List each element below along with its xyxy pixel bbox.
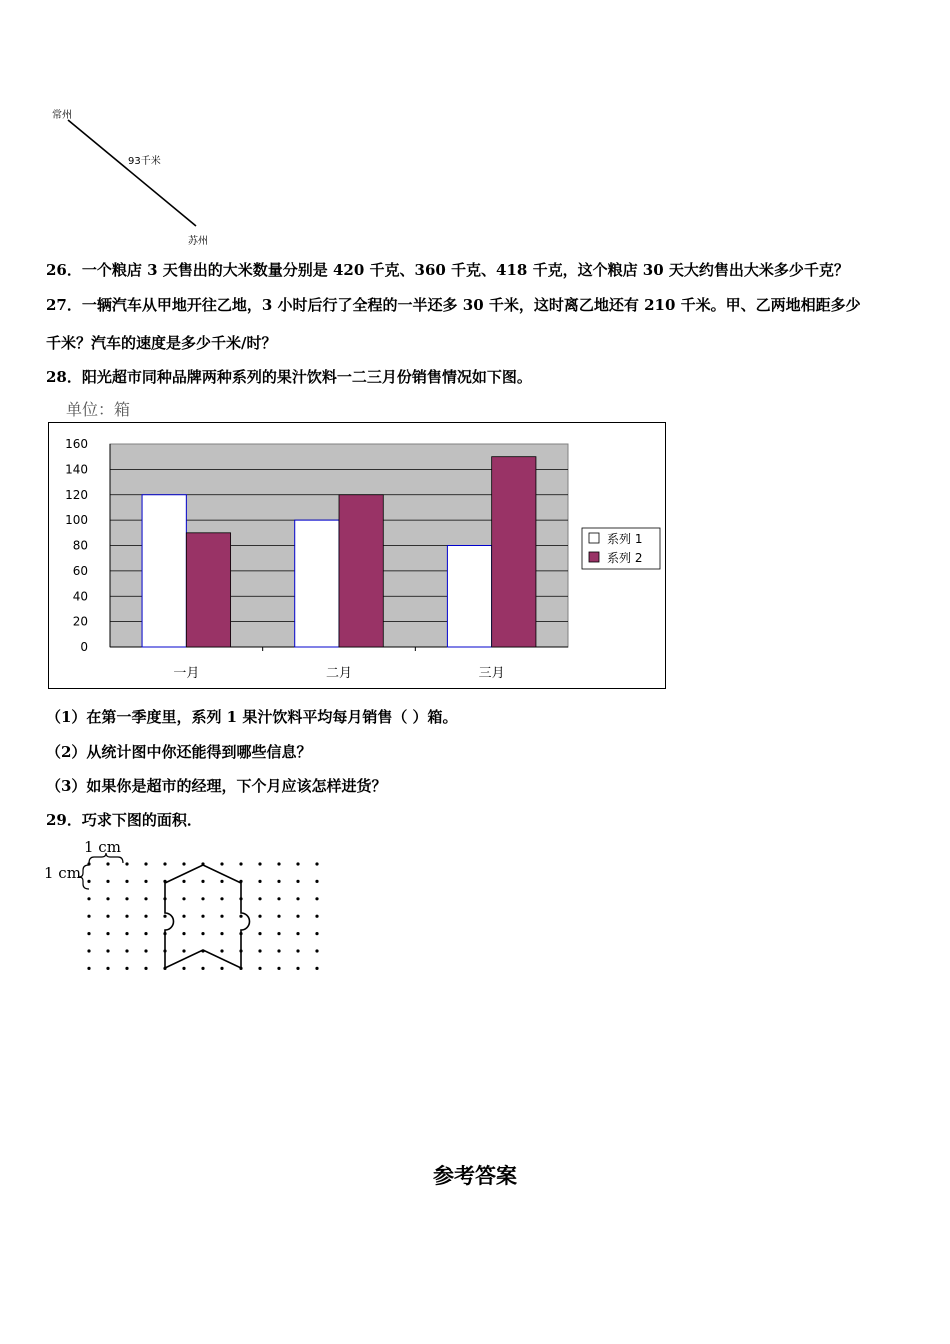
grid-dot <box>277 897 280 900</box>
grid-dot <box>258 967 261 970</box>
grid-dot <box>106 932 109 935</box>
grid-dot <box>239 915 242 918</box>
bar-1 <box>142 495 186 647</box>
grid-dot <box>220 967 223 970</box>
bar-2 <box>186 533 230 647</box>
brace-top <box>89 853 123 863</box>
grid-dot <box>106 862 109 865</box>
grid-dot <box>258 915 261 918</box>
grid-dot <box>144 932 147 935</box>
legend-swatch <box>589 533 599 543</box>
question-28-sub3: （3）如果你是超市的经理，下个月应该怎样进货？ <box>46 777 387 795</box>
grid-dot <box>220 949 223 952</box>
grid-dot <box>106 880 109 883</box>
grid-dot <box>201 915 204 918</box>
distance-label: 93千米 <box>128 156 161 167</box>
grid-dot <box>125 880 128 883</box>
x-tick-label: 二月 <box>325 666 353 681</box>
x-tick-label: 三月 <box>478 666 505 681</box>
grid-dot <box>239 862 242 865</box>
grid-dot <box>144 880 147 883</box>
answer-heading: 参考答案 <box>433 1163 517 1188</box>
grid-dot <box>163 862 166 865</box>
question-28-sub1: （1）在第一季度里，系列 1 果汁饮料平均每月销售（ ）箱。 <box>46 708 458 726</box>
grid-dot <box>182 862 185 865</box>
grid-dot <box>277 967 280 970</box>
legend-label: 系列 2 <box>607 551 643 565</box>
city-label-suzhou: 苏州 <box>188 236 208 247</box>
y-tick-label: 140 <box>65 462 88 477</box>
grid-dot <box>258 862 261 865</box>
grid-dot <box>277 862 280 865</box>
y-tick-label: 20 <box>72 614 88 629</box>
grid-dot <box>125 949 128 952</box>
grid-dot <box>258 932 261 935</box>
grid-dot <box>315 880 318 883</box>
bar-1 <box>447 546 491 648</box>
grid-dot <box>277 949 280 952</box>
dot-grid-figure <box>78 852 328 977</box>
grid-dot <box>296 862 299 865</box>
grid-dot <box>106 915 109 918</box>
grid-dot <box>201 897 204 900</box>
grid-dot <box>125 897 128 900</box>
grid-dot <box>296 932 299 935</box>
grid-dot <box>296 967 299 970</box>
grid-dot <box>106 967 109 970</box>
grid-dot <box>258 897 261 900</box>
grid-dot <box>125 862 128 865</box>
question-27-line1: 27．一辆汽车从甲地开往乙地，3 小时后行了全程的一半还多 30 千米，这时离乙地还有 210 千米。甲、乙两地相距多少 <box>46 296 861 314</box>
grid-dot <box>144 949 147 952</box>
grid-dot <box>258 949 261 952</box>
grid-dot <box>220 932 223 935</box>
grid-dot <box>182 897 185 900</box>
grid-dot <box>182 967 185 970</box>
grid-dot <box>277 932 280 935</box>
grid-dot <box>315 949 318 952</box>
grid-dot <box>220 862 223 865</box>
bar-1 <box>295 520 339 647</box>
grid-dot <box>87 949 90 952</box>
grid-dot <box>258 880 261 883</box>
grid-dot <box>277 915 280 918</box>
grid-dot <box>87 967 90 970</box>
grid-dot <box>277 880 280 883</box>
bar-chart <box>48 422 667 690</box>
grid-dot <box>296 880 299 883</box>
grid-dot <box>201 932 204 935</box>
grid-dot <box>201 967 204 970</box>
bar-2 <box>492 457 536 647</box>
grid-dot <box>182 949 185 952</box>
y-tick-label: 0 <box>80 640 88 654</box>
question-28: 28．阳光超市同种品牌两种系列的果汁饮料一二三月份销售情况如下图。 <box>46 368 532 386</box>
y-tick-label: 60 <box>72 563 88 578</box>
grid-dot <box>106 897 109 900</box>
brace-left <box>79 865 89 889</box>
grid-dot <box>182 880 185 883</box>
grid-dot <box>315 915 318 918</box>
question-28-sub2: （2）从统计图中你还能得到哪些信息？ <box>46 743 312 761</box>
grid-dot <box>296 915 299 918</box>
question-29: 29．巧求下图的面积． <box>46 811 202 829</box>
y-tick-label: 120 <box>65 487 88 502</box>
grid-dot <box>315 932 318 935</box>
grid-dot <box>296 949 299 952</box>
y-tick-label: 100 <box>65 513 88 528</box>
grid-dot <box>125 967 128 970</box>
bar-2 <box>339 495 383 647</box>
grid-dot <box>296 897 299 900</box>
question-27-line2: 千米？汽车的速度是多少千米/时？ <box>46 334 277 352</box>
grid-dot <box>87 880 90 883</box>
question-26: 26．一个粮店 3 天售出的大米数量分别是 420 千克、360 千克、418 千克，这个粮店 30 天大约售出大米多少千克？ <box>46 261 849 279</box>
puzzle-shape <box>165 865 250 968</box>
scale-label-top: 1 cm <box>84 838 121 856</box>
x-tick-label: 一月 <box>173 666 200 681</box>
grid-dot <box>220 915 223 918</box>
grid-dot <box>315 897 318 900</box>
grid-dot <box>182 932 185 935</box>
legend-label: 系列 1 <box>607 532 643 546</box>
grid-dot <box>182 915 185 918</box>
grid-dot <box>220 897 223 900</box>
grid-dot <box>87 915 90 918</box>
grid-dot <box>315 862 318 865</box>
grid-dot <box>144 862 147 865</box>
city-label-changzhou: 常州 <box>52 110 72 121</box>
grid-dot <box>125 915 128 918</box>
grid-dot <box>315 967 318 970</box>
grid-dot <box>201 880 204 883</box>
chart-unit-label: 单位：箱 <box>66 400 131 419</box>
legend-swatch <box>589 552 599 562</box>
y-tick-label: 80 <box>72 538 88 553</box>
grid-dot <box>144 915 147 918</box>
route-line <box>40 100 240 250</box>
grid-dot <box>163 915 166 918</box>
grid-dot <box>87 897 90 900</box>
y-tick-label: 40 <box>72 589 88 604</box>
grid-dot <box>87 932 90 935</box>
scale-label-left: 1 cm <box>44 864 81 882</box>
grid-dot <box>144 897 147 900</box>
grid-dot <box>144 967 147 970</box>
grid-dot <box>220 880 223 883</box>
grid-dot <box>125 932 128 935</box>
grid-dot <box>106 949 109 952</box>
grid-dot <box>87 862 90 865</box>
y-tick-label: 160 <box>65 437 88 451</box>
